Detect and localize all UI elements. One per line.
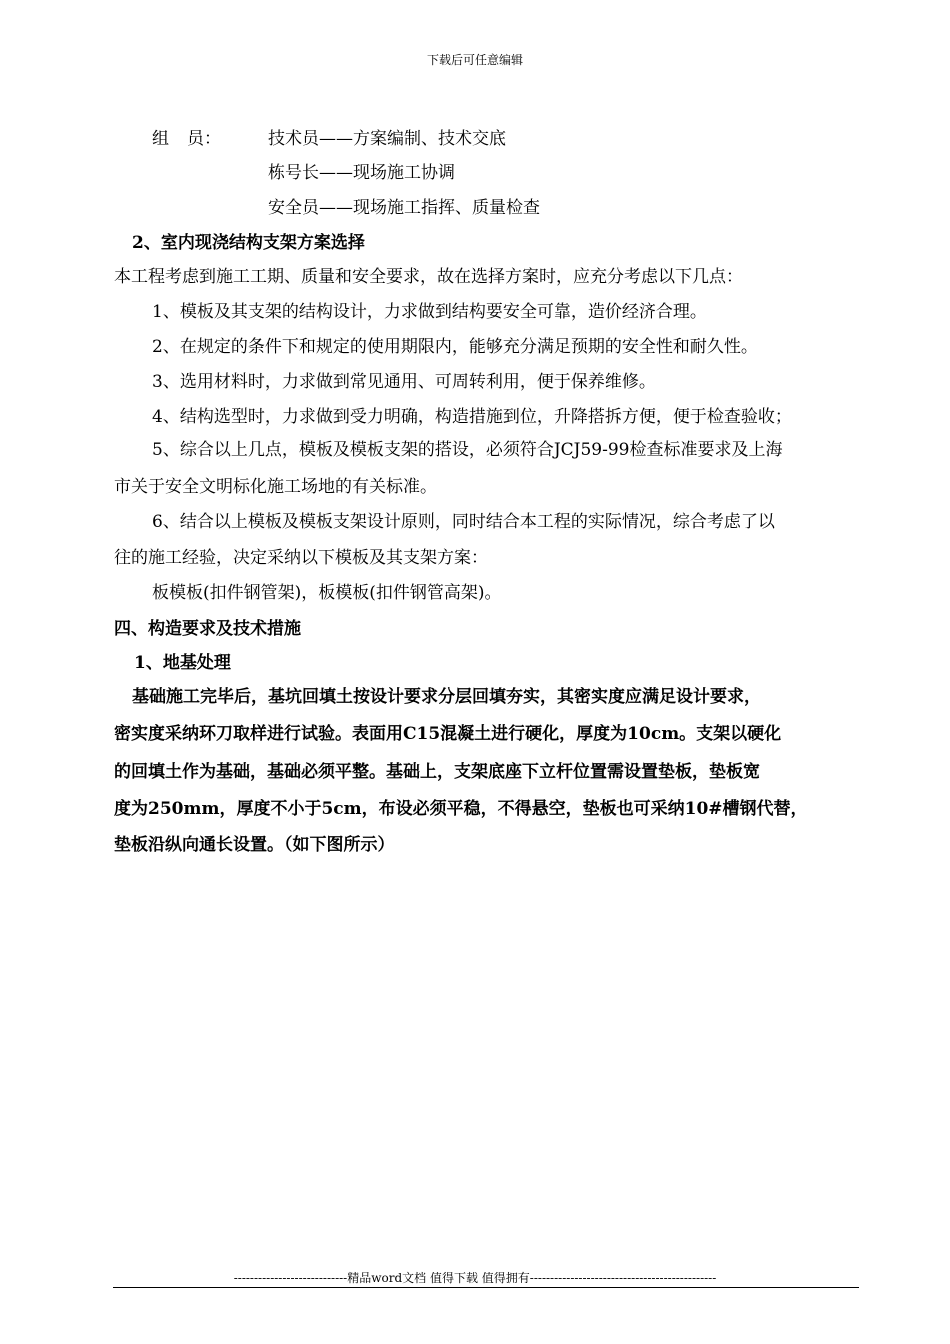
list-item-6-line-2: 往的施工经验，决定采纳以下模板及其支架方案：: [114, 548, 488, 568]
list-item: 2、在规定的条件下和规定的使用期限内，能够充分满足预期的安全性和耐久性。: [152, 337, 758, 357]
team-label: [152, 127, 221, 151]
formwork-choice: 板模板(扣件钢管架)，板模板(扣件钢管高架)。: [152, 583, 502, 603]
footer-divider: [113, 1287, 859, 1288]
team-label-part-b: 员：: [187, 129, 221, 149]
section-4-1-heading: 1、地基处理: [134, 653, 231, 673]
foundation-paragraph-line: 的回填土作为基础，基础必须平整。基础上，支架底座下立杆位置需设置垫板，垫板宽: [114, 762, 760, 782]
team-member-safety-officer: 安全员——现场施工指挥、质量检查: [268, 198, 540, 218]
list-item-5-line-1: 5、综合以上几点，模板及模板支架的搭设，必须符合JCJ59-99检查标准要求及上海: [152, 440, 783, 460]
list-item-5-line-2: 市关于安全文明标化施工场地的有关标准。: [114, 477, 437, 497]
team-member-building-lead: 栋号长——现场施工协调: [268, 163, 455, 183]
section-2-intro: 本工程考虑到施工工期、质量和安全要求，故在选择方案时，应充分考虑以下几点：: [114, 267, 743, 287]
foundation-paragraph-line: 度为250mm，厚度不小于5cm，布设必须平稳，不得悬空，垫板也可采纳10#槽钢代替，: [114, 799, 808, 819]
footer-note: ----------------------------精品word文档 值得下载 值得拥有----------------------------------------------: [233, 1271, 717, 1285]
section-4-heading: 四、构造要求及技术措施: [114, 619, 301, 639]
list-item: 1、模板及其支架的结构设计，力求做到结构要安全可靠，造价经济合理。: [152, 302, 707, 322]
foundation-paragraph-line: 密实度采纳环刀取样进行试验。表面用C15混凝土进行硬化，厚度为10cm。支架以硬化: [114, 724, 782, 744]
team-label-part-a: 组: [152, 129, 169, 149]
foundation-paragraph-line: 垫板沿纵向通长设置。（如下图所示）: [114, 835, 395, 855]
foundation-paragraph-line: 基础施工完毕后，基坑回填土按设计要求分层回填夯实，其密实度应满足设计要求，: [132, 687, 761, 707]
team-member-technician: 技术员——方案编制、技术交底: [268, 129, 506, 149]
header-note: 下载后可任意编辑: [426, 53, 523, 67]
list-item: 3、选用材料时，力求做到常见通用、可周转利用，便于保养维修。: [152, 372, 656, 392]
list-item: 4、结构选型时，力求做到受力明确，构造措施到位，升降搭拆方便，便于检查验收；: [152, 407, 792, 427]
section-2-heading: 2、室内现浇结构支架方案选择: [132, 233, 365, 253]
list-item-6-line-1: 6、结合以上模板及模板支架设计原则，同时结合本工程的实际情况，综合考虑了以: [152, 512, 775, 532]
